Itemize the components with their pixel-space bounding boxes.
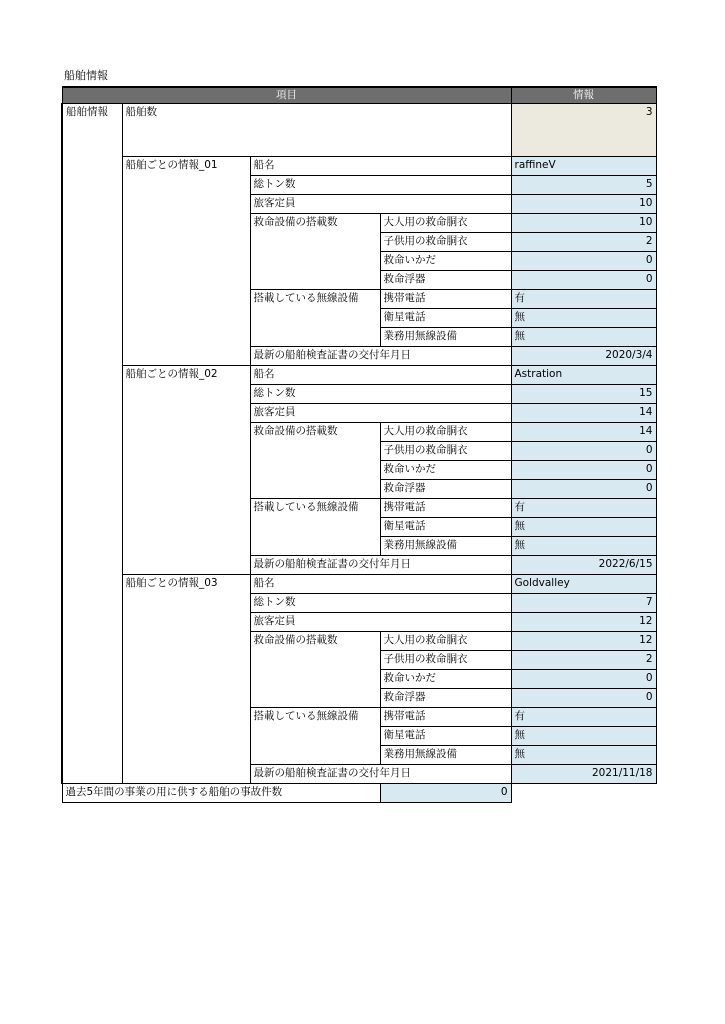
mobile-value: 有 [511,290,656,309]
ship-group-label: 船舶ごとの情報_02 [122,366,250,575]
adult-vest-label: 大人用の救命胴衣 [380,632,511,651]
ship-group-label: 船舶ごとの情報_01 [122,157,250,366]
raft-value: 0 [511,461,656,480]
capacity-value: 10 [511,195,656,214]
tonnage-value: 15 [511,385,656,404]
raft-label: 救命いかだ [380,670,511,689]
header-row [62,87,656,104]
tonnage-value: 5 [511,176,656,195]
child-vest-label: 子供用の救命胴衣 [380,651,511,670]
ship-name-row [62,157,656,176]
ship-group-label: 船舶ごとの情報_03 [122,575,250,784]
child-vest-label: 子供用の救命胴衣 [380,233,511,252]
ship-name-row [62,575,656,594]
ship-name-value: Astration [511,366,656,385]
adult-vest-value: 12 [511,632,656,651]
lifesaving-label: 救命設備の搭載数 [250,423,380,499]
business-radio-value: 無 [511,746,656,765]
capacity-label: 旅客定員 [250,195,511,214]
satellite-value: 無 [511,518,656,537]
mobile-value: 有 [511,499,656,518]
business-radio-value: 無 [511,328,656,347]
adult-vest-value: 10 [511,214,656,233]
tonnage-label: 総トン数 [250,594,511,613]
ship-count-row [62,104,656,157]
page-title: 船舶情報 [64,69,108,82]
header-info: 情報 [511,87,656,104]
lifesaving-label: 救命設備の搭載数 [250,632,380,708]
adult-vest-label: 大人用の救命胴衣 [380,423,511,442]
business-radio-label: 業務用無線設備 [380,328,511,347]
tonnage-label: 総トン数 [250,385,511,404]
accident-value: 0 [380,784,511,803]
satellite-label: 衛星電話 [380,518,511,537]
business-radio-label: 業務用無線設備 [380,746,511,765]
capacity-label: 旅客定員 [250,404,511,423]
child-vest-value: 2 [511,233,656,252]
ship-name-label: 船名 [250,575,511,594]
satellite-value: 無 [511,727,656,746]
raft-label: 救命いかだ [380,461,511,480]
capacity-value: 14 [511,404,656,423]
satellite-label: 衛星電話 [380,727,511,746]
ship-name-label: 船名 [250,366,511,385]
tonnage-label: 総トン数 [250,176,511,195]
ship-count-value: 3 [511,104,656,157]
child-vest-value: 0 [511,442,656,461]
cert-date-label: 最新の船舶検査証書の交付年月日 [250,556,511,575]
tonnage-value: 7 [511,594,656,613]
adult-vest-label: 大人用の救命胴衣 [380,214,511,233]
buoy-label: 救命浮器 [380,271,511,290]
radio-label: 搭載している無線設備 [250,290,380,347]
satellite-label: 衛星電話 [380,309,511,328]
adult-vest-value: 14 [511,423,656,442]
cert-date-label: 最新の船舶検査証書の交付年月日 [250,765,511,784]
business-radio-label: 業務用無線設備 [380,537,511,556]
ship-name-value: raffineV [511,157,656,176]
accident-label: 過去5年間の事業の用に供する船舶の事故件数 [62,784,380,803]
section-label: 船舶情報 [62,104,122,784]
ship-info-table [61,86,657,803]
mobile-label: 携帯電話 [380,708,511,727]
buoy-value: 0 [511,480,656,499]
radio-label: 搭載している無線設備 [250,499,380,556]
business-radio-value: 無 [511,537,656,556]
ship-name-value: Goldvalley [511,575,656,594]
raft-value: 0 [511,670,656,689]
satellite-value: 無 [511,309,656,328]
ship-count-label: 船舶数 [122,104,511,157]
header-item: 項目 [62,87,511,104]
mobile-label: 携帯電話 [380,499,511,518]
cert-date-value: 2022/6/15 [511,556,656,575]
buoy-value: 0 [511,689,656,708]
mobile-label: 携帯電話 [380,290,511,309]
cert-date-value: 2021/11/18 [511,765,656,784]
buoy-label: 救命浮器 [380,480,511,499]
cert-date-label: 最新の船舶検査証書の交付年月日 [250,347,511,366]
buoy-value: 0 [511,271,656,290]
capacity-value: 12 [511,613,656,632]
cert-date-value: 2020/3/4 [511,347,656,366]
ship-name-label: 船名 [250,157,511,176]
raft-value: 0 [511,252,656,271]
capacity-label: 旅客定員 [250,613,511,632]
mobile-value: 有 [511,708,656,727]
accident-row [62,784,656,803]
child-vest-value: 2 [511,651,656,670]
buoy-label: 救命浮器 [380,689,511,708]
ship-name-row [62,366,656,385]
raft-label: 救命いかだ [380,252,511,271]
child-vest-label: 子供用の救命胴衣 [380,442,511,461]
lifesaving-label: 救命設備の搭載数 [250,214,380,290]
radio-label: 搭載している無線設備 [250,708,380,765]
